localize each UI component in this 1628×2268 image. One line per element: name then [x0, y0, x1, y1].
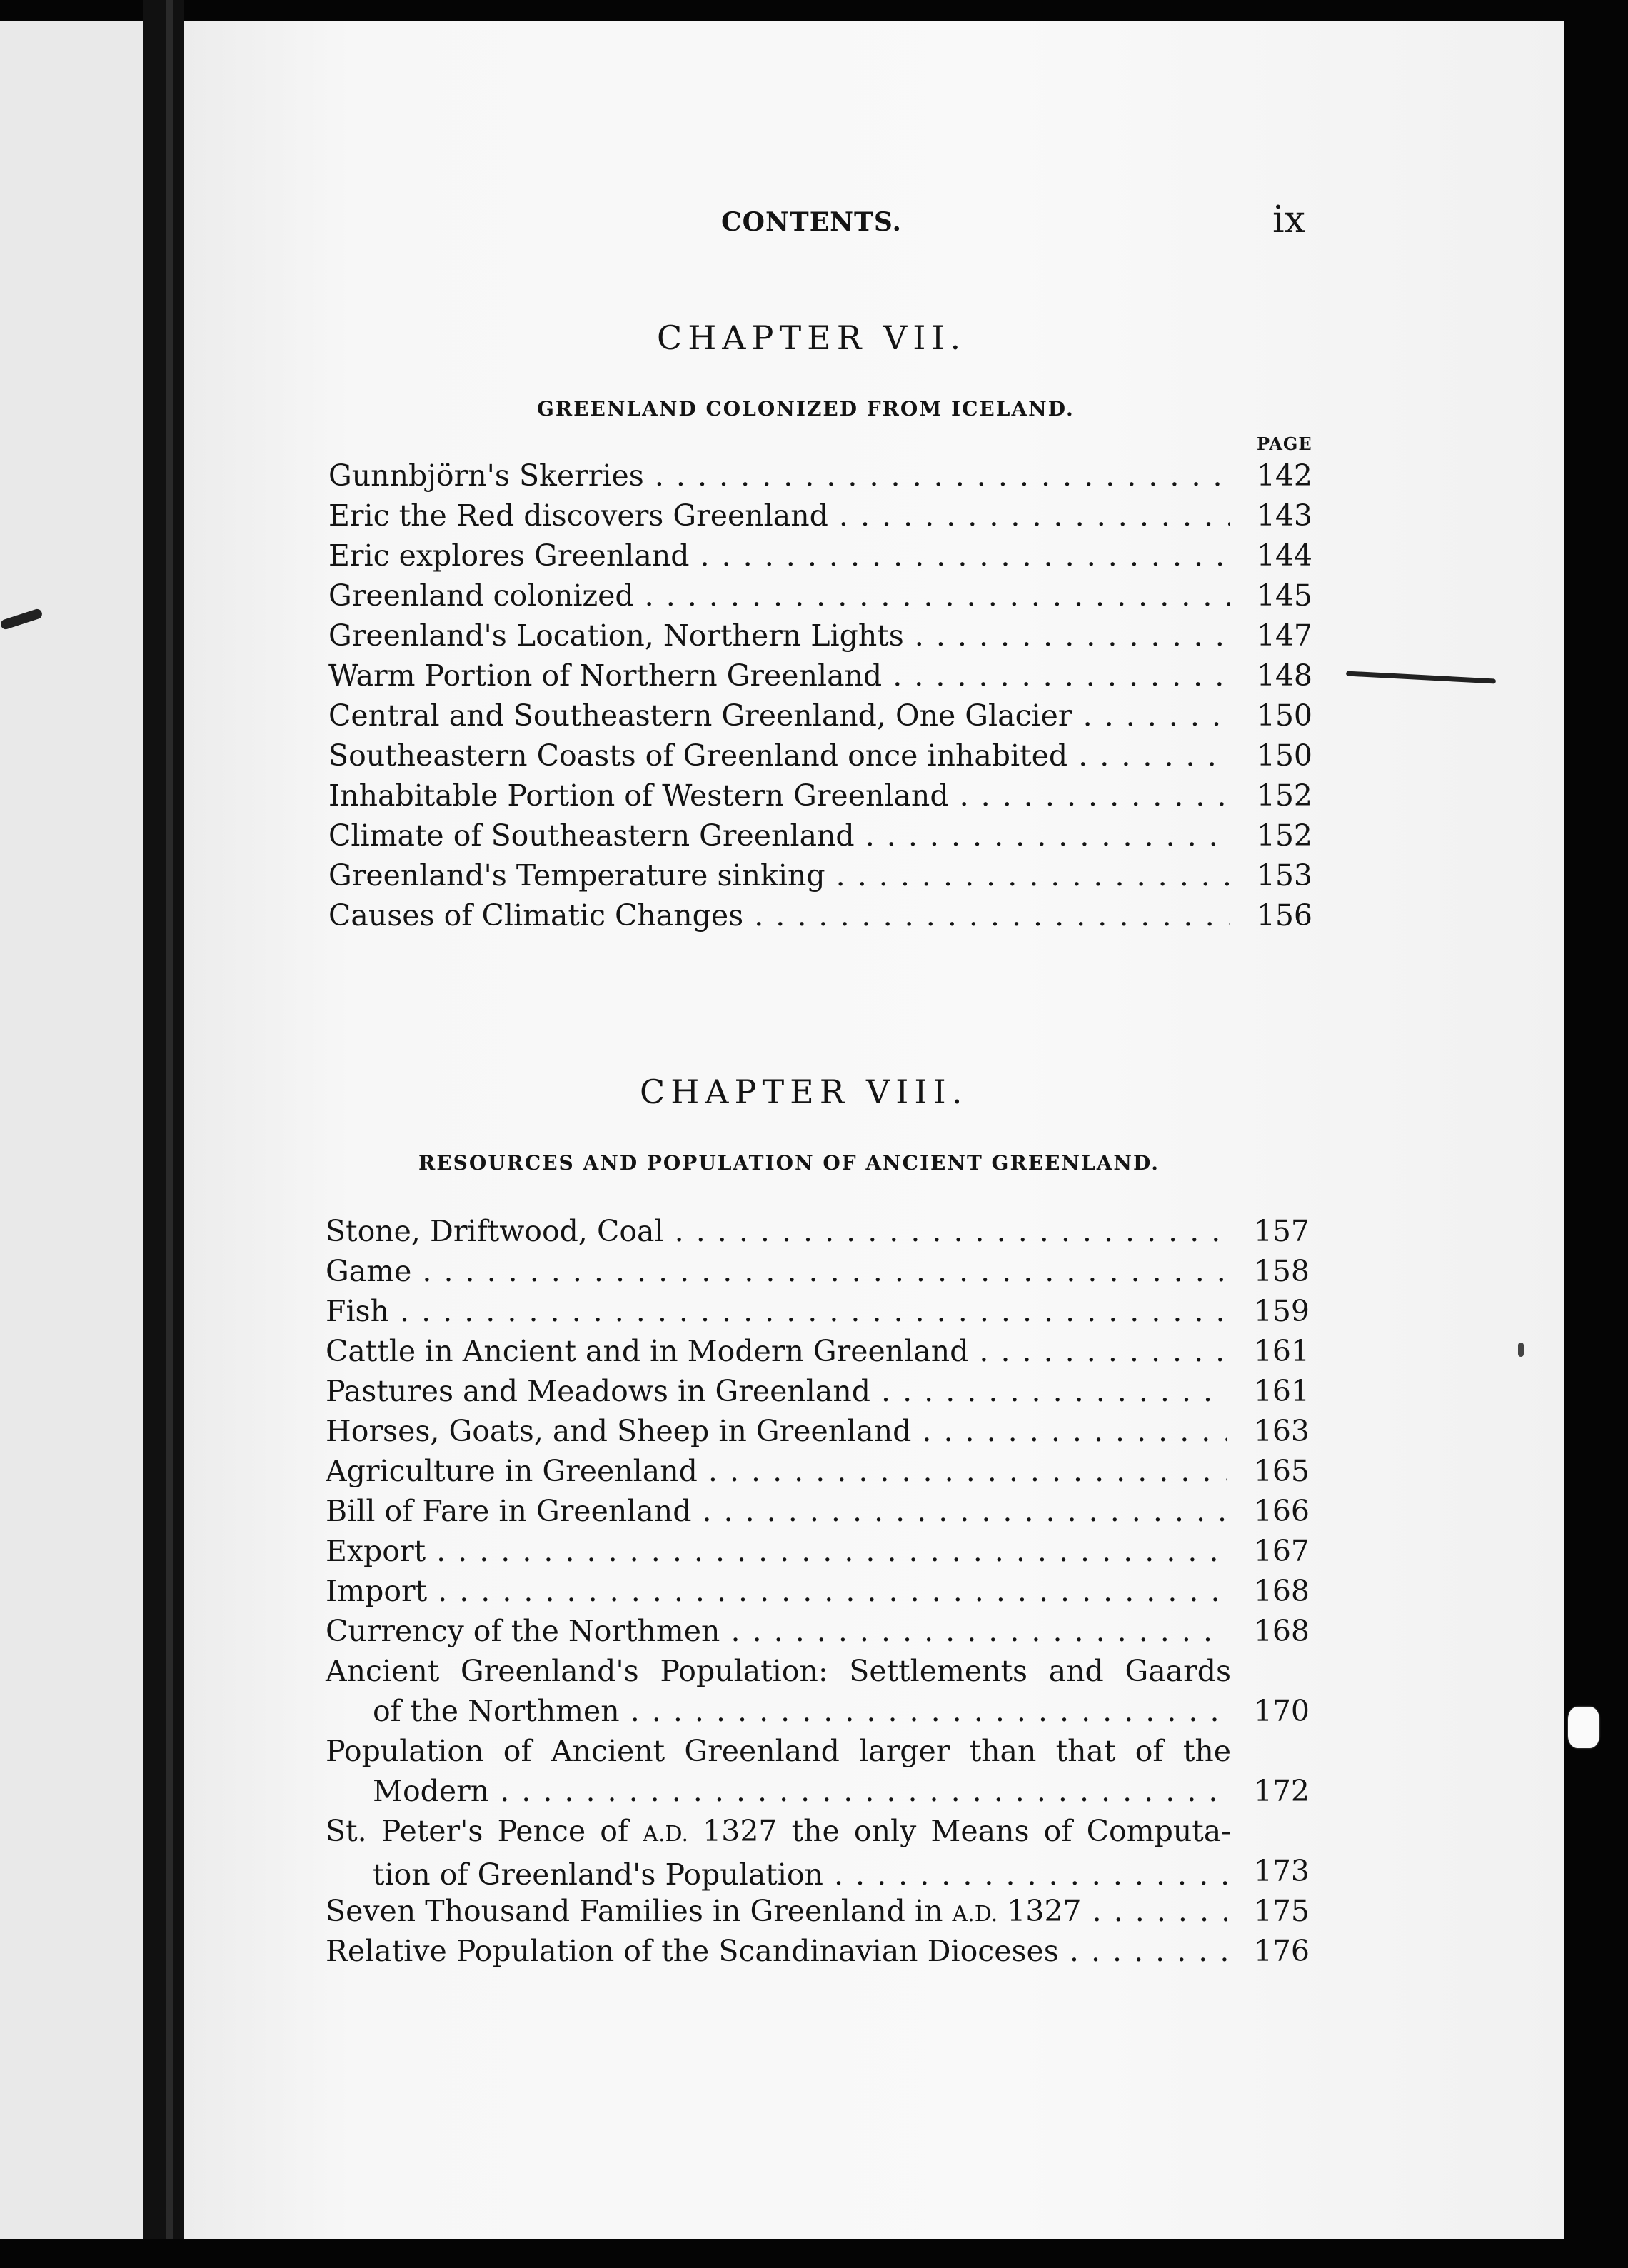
- page-ref: 142: [1256, 458, 1312, 493]
- facing-page-edge: [0, 21, 143, 2239]
- toc-entry: Ancient Greenland's Population: Settlements and Gaards of the Northmen . . . 170: [326, 1651, 1310, 1731]
- page-ref: 165: [1253, 1454, 1310, 1488]
- chapter-subtitle: RESOURCES AND POPULATION OF ANCIENT GREENLAND.: [418, 1151, 1160, 1175]
- toc-entry: Cattle in Ancient and in Modern Greenland . . . 161: [326, 1331, 1310, 1371]
- toc-entry: Warm Portion of Northern Greenland . . . 148: [328, 656, 1312, 696]
- page-ref: 158: [1253, 1254, 1310, 1288]
- page-ref: 144: [1256, 538, 1312, 573]
- toc-entry: Agriculture in Greenland . . . 165: [326, 1451, 1310, 1491]
- page-ref: 167: [1253, 1534, 1310, 1568]
- toc-entry: Climate of Southeastern Greenland . . . 152: [328, 816, 1312, 855]
- chapter-subtitle: GREENLAND COLONIZED FROM ICELAND.: [537, 397, 1075, 421]
- toc-entry: Game . . . 158: [326, 1251, 1310, 1291]
- toc-entry: Currency of the Northmen . . . 168: [326, 1611, 1310, 1651]
- toc-entry: Population of Ancient Greenland larger than that of the Modern . . . 172: [326, 1731, 1310, 1811]
- page-ref: 143: [1256, 498, 1312, 533]
- toc-entry: Export . . . 167: [326, 1531, 1310, 1571]
- page-ref: 152: [1256, 818, 1312, 853]
- toc-list-chapter-8: [326, 1211, 1310, 1971]
- page-ref: 152: [1256, 778, 1312, 813]
- page-ref: 153: [1256, 858, 1312, 893]
- scan-speck: [1518, 1343, 1524, 1357]
- scan-edge-right: [1564, 0, 1628, 2268]
- page-number: ix: [1272, 199, 1305, 241]
- page-ref: 163: [1253, 1414, 1310, 1448]
- page-ref: 145: [1256, 578, 1312, 613]
- toc-entry: Greenland colonized . . . 145: [328, 576, 1312, 616]
- page-ref: 156: [1256, 898, 1312, 933]
- toc-entry: St. Peter's Pence of A.D. 1327 the only Means of Computa- tion of Greenland's Population . . . 173: [326, 1811, 1310, 1891]
- page-ref: 161: [1253, 1374, 1310, 1408]
- scan-edge-top: [0, 0, 1628, 21]
- scan-edge-bottom: [0, 2239, 1628, 2268]
- page-ref: 168: [1253, 1614, 1310, 1648]
- page-ref: 172: [1253, 1774, 1310, 1808]
- toc-entry: Southeastern Coasts of Greenland once inhabited . . . 150: [328, 736, 1312, 776]
- toc-entry: Greenland's Location, Northern Lights . . . 147: [328, 616, 1312, 656]
- book-gutter: [166, 0, 173, 2268]
- page-ref: 157: [1253, 1214, 1310, 1248]
- page-ref: 168: [1253, 1574, 1310, 1608]
- page-ref: 147: [1256, 618, 1312, 653]
- toc-entry: Greenland's Temperature sinking . . . 153: [328, 855, 1312, 895]
- page-ref: 159: [1253, 1294, 1310, 1328]
- toc-entry: Eric the Red discovers Greenland . . . 143: [328, 496, 1312, 536]
- toc-entry: Pastures and Meadows in Greenland . . . 161: [326, 1371, 1310, 1411]
- toc-entry: Gunnbjörn's Skerries . . . 142: [328, 456, 1312, 496]
- page-ref: 173: [1253, 1854, 1310, 1888]
- chapter-title: CHAPTER VIII.: [640, 1073, 968, 1111]
- page-ref: 176: [1253, 1934, 1310, 1968]
- page-ref: 150: [1256, 698, 1312, 733]
- chapter-title: CHAPTER VII.: [657, 318, 967, 357]
- toc-entry: Causes of Climatic Changes . . . 156: [328, 895, 1312, 935]
- page-ref: 161: [1253, 1334, 1310, 1368]
- toc-entry: Eric explores Greenland . . . 144: [328, 536, 1312, 576]
- toc-list-chapter-7: [328, 456, 1312, 935]
- page-ref: 150: [1256, 738, 1312, 773]
- scan-blot: [1568, 1707, 1599, 1748]
- toc-entry: Inhabitable Portion of Western Greenland . . . 152: [328, 776, 1312, 816]
- page-ref: 148: [1256, 658, 1312, 693]
- book-spine: [143, 0, 184, 2268]
- toc-entry: Seven Thousand Families in Greenland in A.D. 1327 . . . 175: [326, 1891, 1310, 1931]
- page-ref: 175: [1253, 1894, 1310, 1928]
- toc-entry: Relative Population of the Scandinavian Dioceses . . . 176: [326, 1931, 1310, 1971]
- toc-entry: Stone, Driftwood, Coal . . . 157: [326, 1211, 1310, 1251]
- running-head: CONTENTS.: [721, 207, 903, 237]
- toc-entry: Import . . . 168: [326, 1571, 1310, 1611]
- page-ref: 166: [1253, 1494, 1310, 1528]
- page-column-label: PAGE: [1257, 433, 1312, 454]
- toc-entry: Horses, Goats, and Sheep in Greenland . . . 163: [326, 1411, 1310, 1451]
- toc-entry: Fish . . . 159: [326, 1291, 1310, 1331]
- toc-entry: Central and Southeastern Greenland, One Glacier . . . 150: [328, 696, 1312, 736]
- toc-entry: Bill of Fare in Greenland . . . 166: [326, 1491, 1310, 1531]
- page-ref: 170: [1253, 1694, 1310, 1728]
